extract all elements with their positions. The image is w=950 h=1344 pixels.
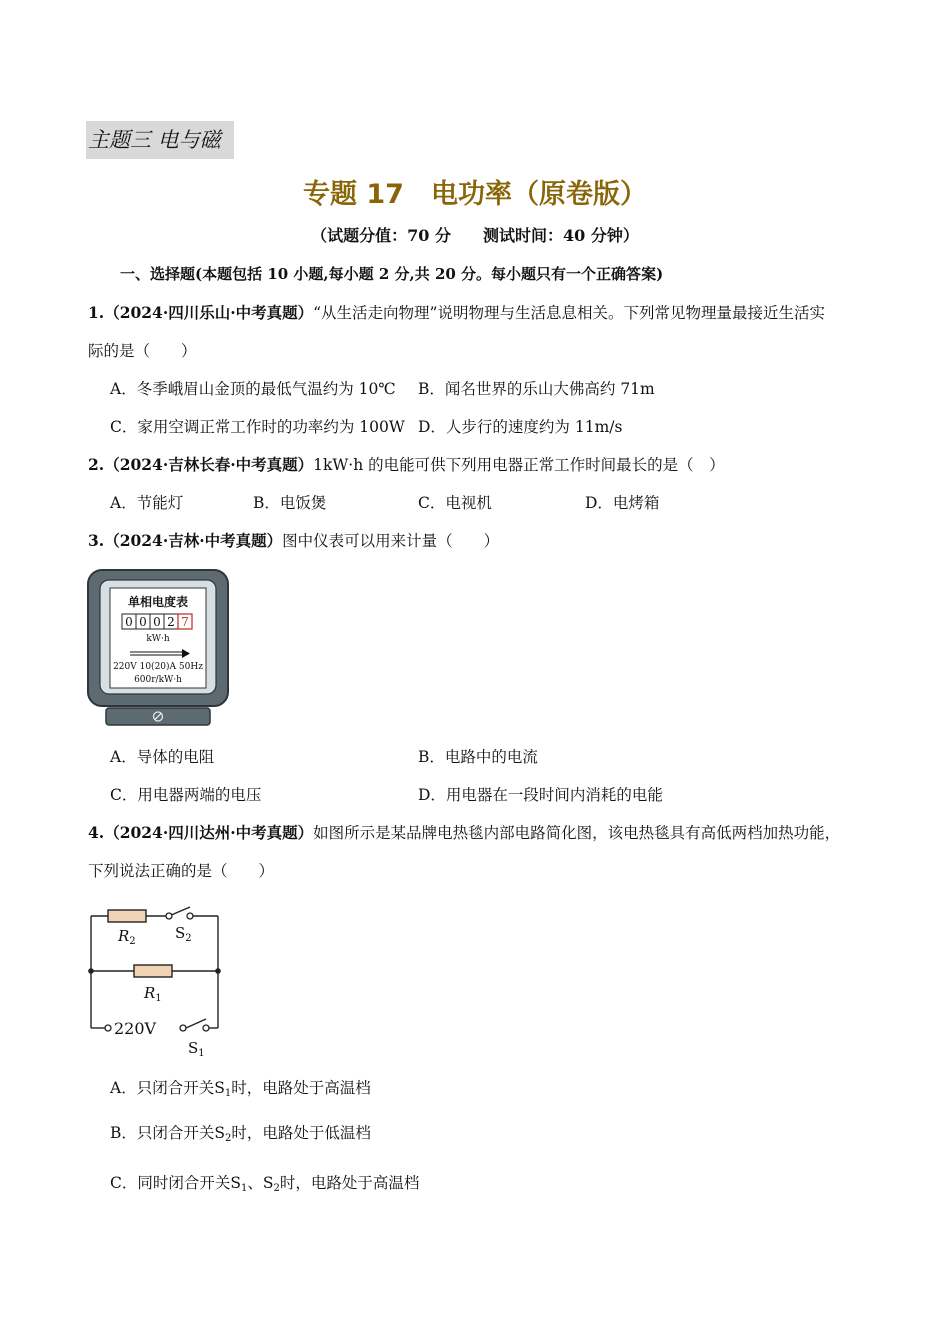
label-s2: $S_2$: [175, 924, 192, 944]
terminal-icon: [105, 1025, 111, 1031]
question-text: 如图所示是某品牌电热毯内部电路简化图，该电热毯具有高低两档加热功能，: [313, 824, 841, 842]
question-4-stem-cont: 下列说法正确的是（ ）: [88, 862, 275, 880]
question-1-option-c: C．家用空调正常工作时的功率约为 100W: [110, 418, 405, 436]
section-heading: 一、选择题(本题包括 10 小题,每小题 2 分,共 20 分。每小题只有一个正确答案): [120, 265, 664, 283]
question-text: 1kW·h 的电能可供下列用电器正常工作时间最长的是（ ）: [313, 456, 725, 474]
meter-constant: 600r/kW·h: [134, 675, 182, 685]
page-title: 专题 17 电功率（原卷版）: [303, 179, 647, 210]
question-number: 3.: [88, 531, 105, 550]
question-number: 4.: [88, 823, 105, 842]
question-3-option-a: A．导体的电阻: [110, 748, 215, 766]
question-source: （2024·吉林·中考真题）: [104, 531, 283, 550]
meter-digits: [122, 614, 192, 629]
electricity-meter-figure: [86, 568, 230, 728]
question-text: 图中仪表可以用来计量（ ）: [282, 532, 500, 550]
meter-digit: 0: [153, 615, 161, 629]
label-voltage: 220V: [114, 1019, 157, 1038]
label-s1: $S_1$: [188, 1039, 205, 1059]
meter-digit: 0: [139, 615, 147, 629]
question-3-option-c: C．用电器两端的电压: [110, 786, 262, 804]
meter-digit: 2: [167, 615, 175, 629]
question-2-stem: [88, 453, 725, 475]
question-1-option-a: A．冬季峨眉山金顶的最低气温约为 10℃: [110, 380, 396, 398]
circuit-diagram-figure: [82, 900, 227, 1060]
question-2-option-c: C．电视机: [418, 494, 492, 512]
question-2-option-b: B．电饭煲: [253, 494, 327, 512]
meter-title: 单相电度表: [127, 595, 189, 609]
question-2-option-a: A．节能灯: [110, 494, 184, 512]
question-4-option-b: B．只闭合开关$S_2$时，电路处于低温档: [110, 1124, 371, 1144]
switch-s1-contact-icon: [180, 1025, 186, 1031]
label-r2: $R_2$: [118, 927, 136, 947]
question-source: （2024·四川达州·中考真题）: [104, 823, 314, 842]
meter-spec: 220V 10(20)A 50Hz: [113, 662, 203, 672]
question-1-option-b: B．闻名世界的乐山大佛高约 71m: [418, 380, 655, 398]
question-source: （2024·吉林长春·中考真题）: [104, 455, 314, 474]
question-1-stem: [88, 301, 825, 323]
meter-unit: kW·h: [146, 634, 170, 644]
resistor-r1-icon: [134, 965, 172, 977]
question-text: “从生活走向物理”说明物理与生活息息相关。下列常见物理量最接近生活实: [313, 304, 825, 322]
meter-digit: 0: [125, 615, 133, 629]
question-4-option-a: A．只闭合开关$S_1$时，电路处于高温档: [110, 1079, 371, 1099]
question-source: （2024·四川乐山·中考真题）: [104, 303, 314, 322]
question-number: 2.: [88, 455, 105, 474]
switch-s2-contact-icon: [166, 913, 172, 919]
question-3-option-d: D．用电器在一段时间内消耗的电能: [418, 786, 663, 804]
junction-dot-icon: [215, 968, 221, 974]
theme-tag: 主题三 电与磁: [86, 121, 234, 159]
question-4-stem: [88, 821, 840, 843]
question-number: 1.: [88, 303, 105, 322]
question-2-option-d: D．电烤箱: [585, 494, 660, 512]
meter-digit-decimal: 7: [181, 615, 189, 629]
question-1-stem-cont: 际的是（ ）: [88, 342, 197, 360]
question-3-option-b: B．电路中的电流: [418, 748, 538, 766]
question-1-option-d: D．人步行的速度约为 11m/s: [418, 418, 623, 436]
label-r1: $R_1$: [144, 984, 162, 1004]
question-3-stem: [88, 529, 499, 551]
question-4-option-c: C．同时闭合开关$S_1$、$S_2$时，电路处于高温档: [110, 1174, 420, 1194]
junction-dot-icon: [88, 968, 94, 974]
page-subtitle: （试题分值：70 分 测试时间：40 分钟）: [311, 226, 639, 245]
resistor-r2-icon: [108, 910, 146, 922]
